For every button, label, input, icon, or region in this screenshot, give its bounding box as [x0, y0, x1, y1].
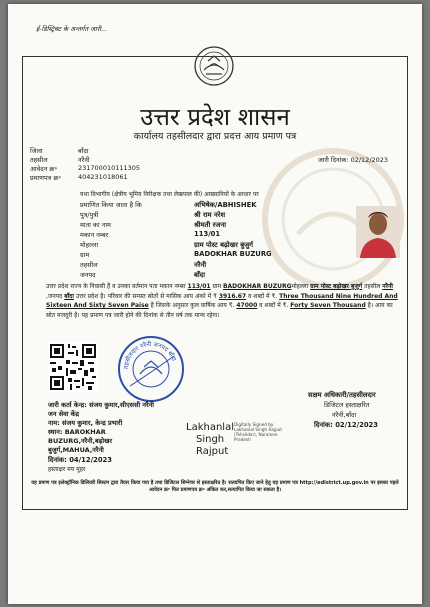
- officer-date: दिनांक: 02/12/2023: [314, 421, 379, 429]
- para-text: ,जनपद: [46, 292, 65, 300]
- digital-signature-line: Digitally Signed by: [234, 422, 274, 427]
- application-no-value: 231700010111305: [78, 164, 141, 172]
- applicant-photo: [356, 206, 400, 258]
- application-no-label: आवेदन क्र॰: [30, 165, 58, 173]
- footer-note: यह प्रमाण पत्र इलेक्ट्रॉनिक डिलिवरी सिस्टम द्वारा तैयार किया गया है तथा डिजिटल सिग्नेचर से हस्ताक्षरित है। सत्यापित किए जाने हेतु यह प्रमाण पत्र http://edistrict.up.gov.in पर इसका पहले आवेदन क्र॰ फिर प्रमाणपत्र क्र॰ अंकित कर,सत्यापित किया जा सकता है।: [31, 480, 399, 493]
- qr-code-icon: [48, 342, 98, 392]
- para-text: व शब्दों में ₹.: [257, 302, 291, 309]
- para-text: है। आय का स्रोत मजदूरी है। यह प्रमाण पत्र जारी होने की दिनांक से तीन वर्ष तक मान्य रहेगा।: [46, 302, 393, 319]
- detail-value-tehsil: नरैनी: [194, 261, 207, 269]
- officer-location: नरैनी,बाँदा: [332, 411, 357, 419]
- certificate-paragraph: [46, 282, 400, 320]
- signer-name-line: Singh: [196, 434, 225, 445]
- detail-value-mother: श्रीमती रजना: [194, 221, 226, 229]
- para-text: तहसील: [362, 283, 383, 290]
- para-house: 113/01: [187, 283, 211, 290]
- state-emblem-icon: [188, 44, 240, 88]
- certificate-subtitle: कार्यालय तहसीलदार द्वारा प्रदत्त आय प्रमाण पत्र: [133, 131, 297, 142]
- issue-date: जारी दिनांक: 02/12/2023: [318, 156, 389, 164]
- issuer-center: जारी कर्ता केन्द्र: संजय कुमार,सीएससी नरैनी: [48, 401, 154, 409]
- detail-value-name: अभिषेक/ABHISHEK: [194, 201, 257, 209]
- issuer-place: स्थान: BAROKHAR: [48, 428, 106, 436]
- signer-name-line: Lakhanlal: [186, 422, 234, 433]
- para-tehsil: नरैनी: [382, 283, 393, 290]
- para-text: उत्तर प्रदेश है। परिवार की समस्त स्रोतों से मासिक आय अंको में ₹: [73, 292, 219, 300]
- officer-digital-signed: डिजिटल हस्ताक्षरित: [324, 401, 370, 409]
- para-monthly-words: Three Thousand Nine Hundred And Sixteen And Sixty Seven Paise: [46, 292, 398, 309]
- para-text: है जिसके अनुसार कुल वार्षिक आय ₹.: [148, 302, 237, 309]
- certificate-sheet: [8, 4, 422, 604]
- para-text: ग्राम: [210, 283, 223, 290]
- page-title: उत्तर प्रदेश शासन: [140, 103, 290, 131]
- para-mohalla: ग्राम पोस्ट बढ़ोखर बुजुर्ग: [310, 283, 363, 290]
- detail-label-house: मकान नम्बर: [80, 231, 109, 239]
- issuer-address-1: BUZURG,नरैनी,बढ़ोखर: [48, 437, 113, 445]
- signer-name-line: Rajput: [196, 446, 229, 457]
- detail-value-house: 113/01: [194, 230, 221, 238]
- digital-signature-block: [234, 422, 282, 442]
- para-village: BADOKHAR BUZURG: [222, 283, 292, 290]
- certificate-no-label: प्रमाणपत्र क्र॰: [30, 174, 62, 182]
- para-annual: 47000: [236, 302, 258, 309]
- detail-value-father: श्री राम नरेश: [194, 211, 226, 219]
- detail-label-mother: माता का नाम: [80, 221, 111, 229]
- issuer-date: दिनांक: 04/12/2023: [48, 456, 113, 464]
- certificate-no-value: 404231018061: [78, 173, 128, 181]
- issuer-address-2: बुजुर्ग,MAHUA,नरैनी: [48, 446, 104, 454]
- digital-signature-line: Lakhanlal Singh Rajput: [234, 427, 283, 432]
- issuer-name: नाम: संजय कुमार, केन्द्र प्रभारी: [48, 419, 123, 427]
- detail-value-mohalla: ग्राम पोस्ट बढ़ोखर बुजुर्ग: [194, 241, 254, 249]
- detail-label-district: जनपद: [80, 271, 96, 279]
- digital-signature-line: (Tehsildar), Narainee: [234, 432, 278, 437]
- detail-label-tehsil: तहसील: [80, 261, 98, 269]
- officer-title: सक्षम अधिकारी/तहसीलदार: [308, 391, 376, 399]
- para-monthly: 3916.67: [218, 292, 247, 300]
- signer-name: [186, 422, 234, 458]
- issuer-center-type: जन सेवा केंद्र: [48, 410, 80, 418]
- issuer-sign-note: हस्ताक्षर मय मुहर: [48, 466, 86, 473]
- detail-label-mohalla: मोहल्ला: [80, 241, 99, 249]
- detail-value-district: बाँदा: [194, 271, 206, 279]
- header-note: ई-डिस्ट्रिक्ट के अन्तर्गत जारी...: [36, 25, 108, 33]
- tehsil-label: तहसील: [30, 156, 48, 164]
- detail-value-village: BADOKHAR BUZURG: [194, 250, 272, 258]
- seal-text: तहसीलदार नरैनी जनपद बाँदा: [122, 340, 178, 370]
- intro-text: यथा विभागीय (क्षेत्रीय भूमिय निरीक्षक तथा लेखपाल की) आख्यानियों के आधार पर: [80, 191, 259, 198]
- tehsil-value: नरैनी: [78, 156, 90, 164]
- digital-signature-line: Pradesh: [234, 437, 251, 442]
- district-value: बाँदा: [78, 147, 89, 155]
- district-label: जिला: [30, 147, 43, 155]
- para-text: उत्तर प्रदेश राज्य के निवासी हैं व उनका वर्तमान पता मकान नम्बर: [46, 283, 188, 290]
- para-district: बाँदा: [64, 292, 74, 300]
- para-text: मोहल्ला: [291, 283, 311, 290]
- detail-label-name: प्रमाणित किया जाता है कि: [80, 201, 142, 209]
- para-annual-words: Forty Seven Thousand: [290, 302, 366, 309]
- para-text: व शब्दों में ₹.: [246, 292, 280, 300]
- detail-label-father: पुत्र/पुत्री: [80, 211, 99, 219]
- tehsildar-seal-icon: [116, 334, 186, 404]
- detail-label-village: ग्राम: [80, 251, 90, 259]
